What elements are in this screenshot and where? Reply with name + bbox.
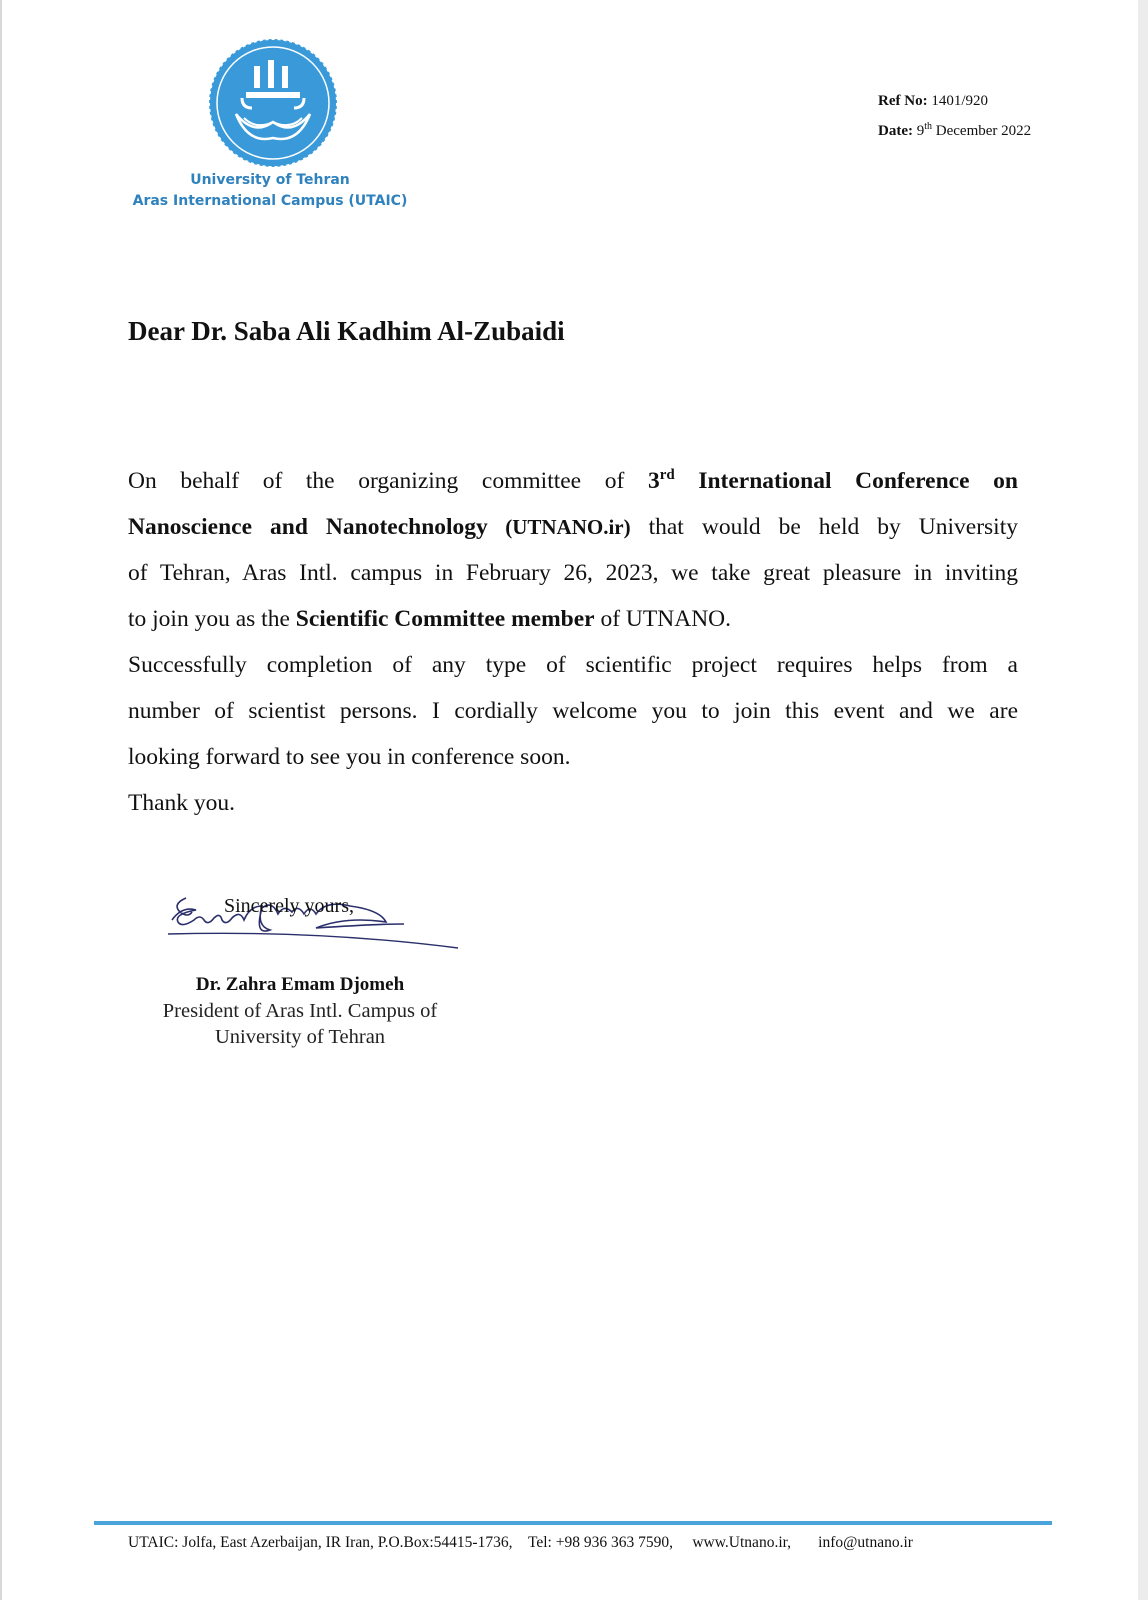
- body-line-5: Successfully completion of any type of scientific project requires helps from a: [128, 652, 1018, 678]
- sincerely-text: Sincerely yours,: [224, 895, 354, 917]
- body-line-4: to join you as the Scientific Committee member of UTNANO.: [128, 606, 732, 632]
- body-line-7: looking forward to see you in conference soon.: [128, 744, 571, 770]
- letter-body: [128, 458, 1018, 826]
- footer-divider: [94, 1521, 1052, 1525]
- body-line-1: On behalf of the organizing committee of 3rd International Conference on: [128, 467, 1018, 494]
- footer-contact: [128, 1534, 913, 1552]
- footer-phone: Tel: +98 936 363 7590,: [527, 1534, 673, 1551]
- footer-email: info@utnano.ir: [818, 1534, 913, 1551]
- ref-label: Ref No:: [878, 93, 928, 109]
- body-line-2: Nanoscience and Nanotechnology (UTNANO.ir) that would be held by University: [128, 514, 1018, 540]
- body-line-6: number of scientist persons. I cordially welcome you to join this event and we are: [128, 698, 1018, 724]
- signer-name: Dr. Zahra Emam Djomeh: [195, 974, 405, 995]
- date-month-year: December 2022: [935, 123, 1032, 139]
- date-label: Date:: [878, 123, 913, 139]
- university-logo: [206, 36, 340, 170]
- ref-value: 1401/920: [931, 93, 988, 109]
- footer-website: www.Utnano.ir,: [692, 1534, 792, 1551]
- salutation: Dear Dr. Saba Ali Kadhim Al-Zubaidi: [128, 316, 565, 346]
- reference-number: [878, 93, 988, 110]
- body-line-3: of Tehran, Aras Intl. campus in February 26, 2023, we take great pleasure in inviting: [128, 560, 1018, 586]
- closing-line: Thank you.: [128, 790, 236, 816]
- date-suffix: th: [924, 121, 933, 132]
- footer-address: UTAIC: Jolfa, East Azerbaijan, IR Iran, P.O.Box:54415-1736,: [128, 1534, 513, 1551]
- signer-role: President of Aras Intl. Campus of University of Tehran: [162, 1000, 438, 1048]
- letter-date: [878, 121, 1031, 140]
- institution-name: University of Tehran: [190, 172, 350, 188]
- date-day: 9: [916, 123, 925, 139]
- campus-name: Aras International Campus (UTAIC): [132, 193, 408, 209]
